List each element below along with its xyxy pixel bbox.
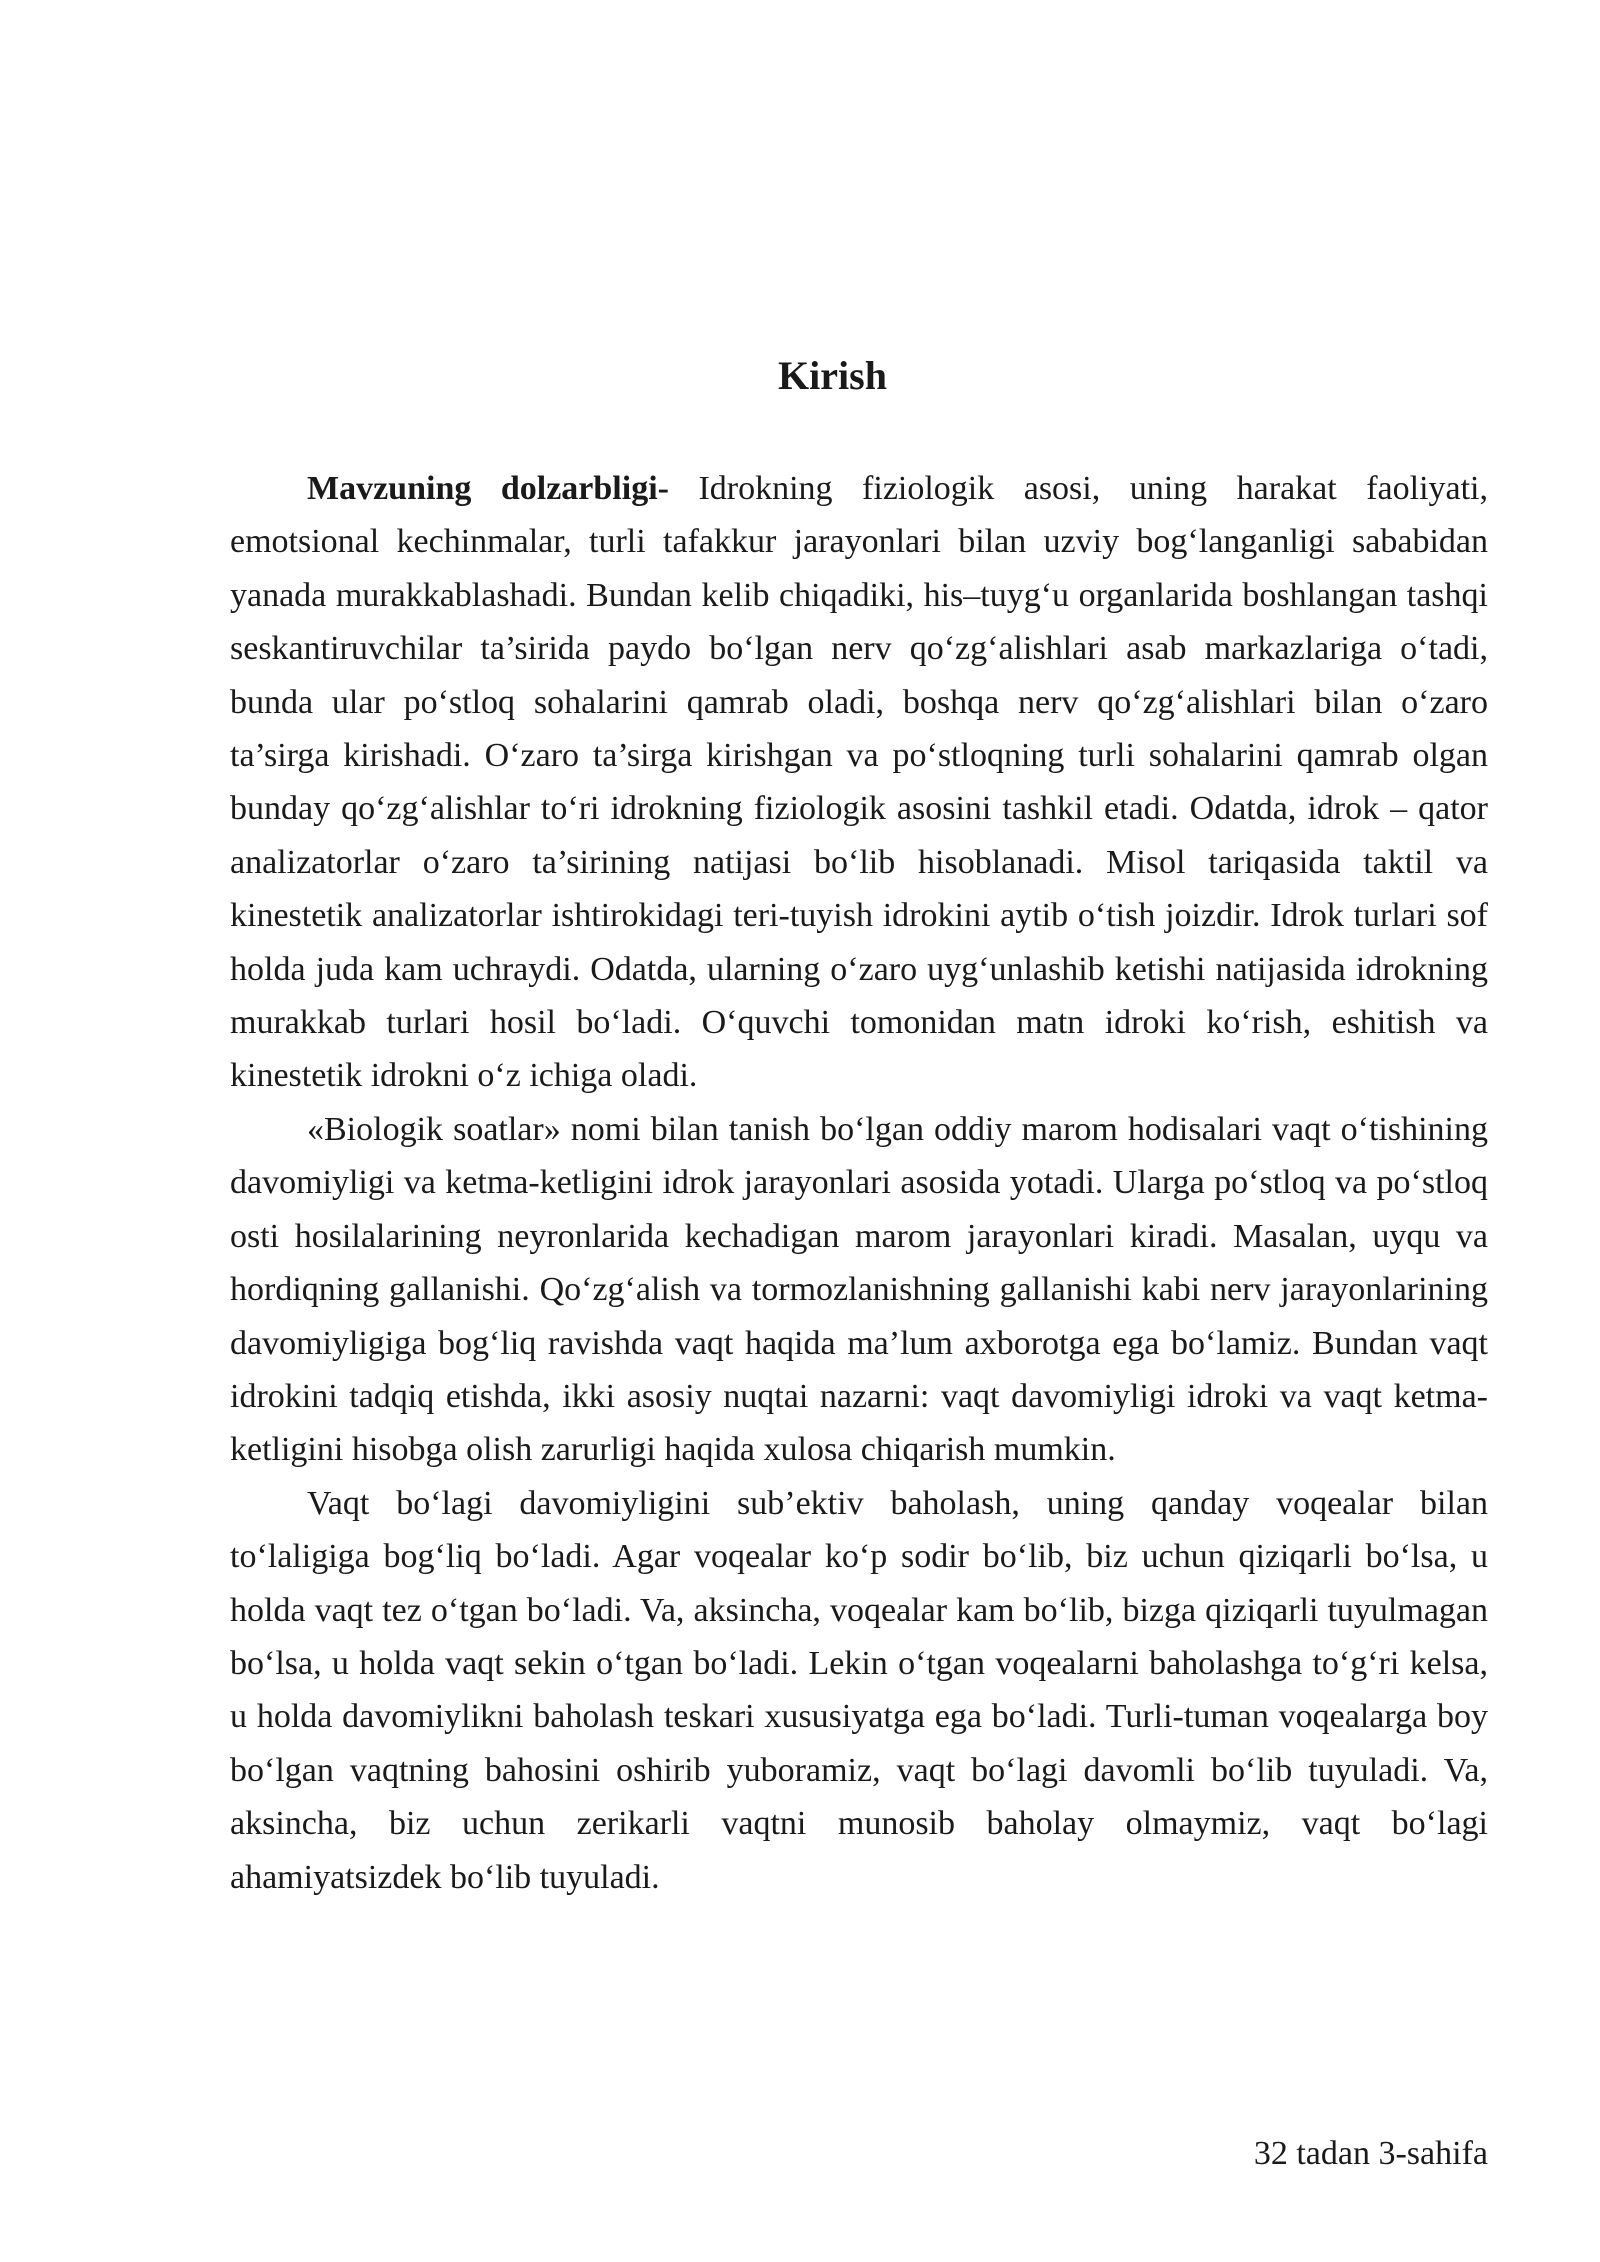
body-text <box>230 462 1488 1904</box>
page-title: Kirish <box>778 353 887 398</box>
paragraph-time-estimation: Vaqt bo‘lagi davomiyligini sub’ektiv baholash, uning qanday voqealar bilan to‘laligiga bog‘liq bo‘ladi. Agar voqealar ko‘p sodir bo‘lib, biz uchun qiziqarli bo‘lsa, u holda vaqt tez o‘tgan bo‘ladi. Va, aksincha, voqealar kam bo‘lib, bizga qiziqarli tuyulmagan bo‘lsa, u holda vaqt sekin o‘tgan bo‘ladi. Lekin o‘tgan voqealarni baholashga to‘g‘ri kelsa, u holda davomiylikni baholash teskari xususiyatga ega bo‘ladi. Turli-tuman voqealarga boy bo‘lgan vaqtning bahosini oshirib yuboramiz, vaqt bo‘lagi davomli bo‘lib tuyuladi. Va, aksincha, biz uchun zerikarli vaqtni munosib baholay olmaymiz, vaqt bo‘lagi ahamiyatsizdek bo‘lib tuyuladi. <box>230 1484 1488 1896</box>
paragraph-lead: Mavzuning dolzarbligi- <box>307 470 669 507</box>
paragraph-relevance <box>230 462 1488 1103</box>
paragraph-biological-clock: «Biologik soatlar» nomi bilan tanish bo‘lgan oddiy marom hodisalari vaqt o‘tishining davomiyligi va ketma-ketligini idrok jarayonlari asosida yotadi. Ularga po‘stloq va po‘stloq osti hosilalarining neyronlarida kechadigan marom jarayonlari kiradi. Masalan, uyqu va hordiqning gallanishi. Qo‘zg‘alish va tormozlanishning gallanishi kabi nerv jarayonlarining davomiyligiga bog‘liq ravishda vaqt haqida ma’lum axborotga ega bo‘lamiz. Bundan vaqt idrokini tadqiq etishda, ikki asosiy nuqtai nazarni: vaqt davomiyligi idroki va vaqt ketma-ketligini hisobga olish zarurligi haqida xulosa chiqarish mumkin. <box>230 1110 1488 1469</box>
page-number: 32 tadan 3-sahifa <box>1253 2135 1488 2172</box>
paragraph-text: Idrokning fiziologik asosi, uning harakat faoliyati, emotsional kechinmalar, turli tafakkur jarayonlari bilan uzviy bog‘langanligi sababidan yanada murakkablashadi. Bundan kelib chiqadiki, his–tuyg‘u organlarida boshlangan tashqi seskantiruvchilar ta’sirida paydo bo‘lgan nerv qo‘zg‘alishlari asab markazlariga o‘tadi, bunda ular po‘stloq sohalarini qamrab oladi, boshqa nerv qo‘zg‘alishlari bilan o‘zaro ta’sirga kirishadi. O‘zaro ta’sirga kirishgan va po‘stloqning turli sohalarini qamrab olgan bunday qo‘zg‘alishlar to‘ri idrokning fiziologik asosini tashkil etadi. Odatda, idrok – qator analizatorlar o‘zaro ta’sirining natijasi bo‘lib hisoblanadi. Misol tariqasida taktil va kinestetik analizatorlar ishtirokidagi teri-tuyish idrokini aytib o‘tish joizdir. Idrok turlari sof holda juda kam uchraydi. Odatda, ularning o‘zaro uyg‘unlashib ketishi natijasida idrokning murakkab turlari hosil bo‘ladi. O‘quvchi tomonidan matn idroki ko‘rish, eshitish va kinestetik idrokni o‘z ichiga oladi. <box>230 470 1488 1095</box>
